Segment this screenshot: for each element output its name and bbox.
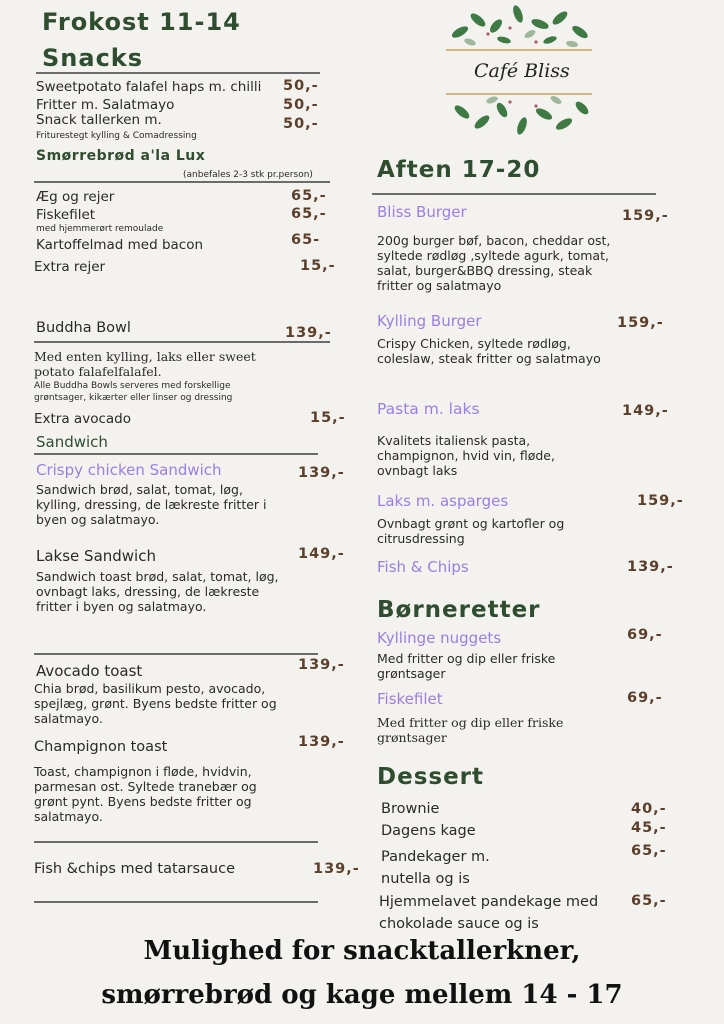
avocado-toast-price: 139,- [298, 657, 345, 673]
fish-chips-dinner-price: 139,- [627, 559, 674, 575]
crispy-sandwich-name: Crispy chicken Sandwich [36, 461, 222, 479]
laks-asparges-name: Laks m. asparges [377, 492, 509, 510]
divider [34, 841, 318, 843]
pasta-laks-name: Pasta m. laks [377, 400, 480, 418]
laks-asparges-desc: Ovnbagt grønt og kartofler og citrusdressing [377, 516, 565, 546]
smorrebrod-item-price: 65- [291, 232, 321, 248]
smorrebrod-item-price: 15,- [300, 258, 336, 274]
champignon-toast-name: Champignon toast [34, 739, 168, 755]
avocado-toast-desc: Chia brød, basilikum pesto, avocado, spejlæg, grønt. Byens bedste fritter og salatmayo. [34, 681, 277, 726]
smorrebrod-item-price: 65,- [291, 188, 327, 204]
dessert-item-name: Brownie [381, 801, 440, 817]
snack-note: Friturestegt kylling & Comadressing [36, 131, 197, 141]
cafe-logo-text: Café Bliss [474, 60, 570, 82]
dessert-item-price: 65,- [631, 843, 667, 859]
avocado-toast-name: Avocado toast [36, 662, 143, 680]
snacks-title: Snacks [42, 44, 144, 72]
smorrebrod-item-name: Extra rejer [34, 259, 106, 275]
divider [34, 901, 318, 903]
divider [34, 181, 330, 183]
cafe-logo [440, 2, 598, 142]
extra-avocado-price: 15,- [310, 410, 346, 426]
smorrebrod-item-price: 65,- [291, 206, 327, 222]
buddha-bowl-name: Buddha Bowl [36, 320, 131, 336]
dessert-item-price: 65,- [631, 893, 667, 909]
divider [34, 653, 318, 655]
champignon-toast-desc: Toast, champignon i fløde, hvidvin, parmesan ost. Syltede tranebær og grønt pynt. Byens bedste fritter og salatmayo. [34, 764, 257, 824]
fish-chips-lunch-price: 139,- [313, 861, 360, 877]
snack-item-price: 50,- [283, 78, 319, 94]
dessert-item-name: Pandekager m. nutella og is [381, 849, 490, 887]
kids-fiskefilet-price: 69,- [627, 690, 663, 706]
crispy-sandwich-desc: Sandwich brød, salat, tomat, løg, kylling, dressing, de lækreste fritter i byen og salatmayo. [36, 482, 267, 527]
lunch-title: Frokost 11-14 [42, 8, 241, 36]
divider [34, 453, 318, 455]
crispy-sandwich-price: 139,- [298, 465, 345, 481]
snack-item-price: 50,- [283, 116, 319, 132]
dessert-item-price: 45,- [631, 820, 667, 836]
extra-avocado-name: Extra avocado [34, 411, 131, 427]
champignon-toast-price: 139,- [298, 734, 345, 750]
nuggets-name: Kyllinge nuggets [377, 629, 502, 647]
smorrebrod-title: Smørrebrød a'la Lux [36, 148, 206, 164]
smorrebrod-item-name: Fiskefilet [36, 207, 96, 223]
dessert-item-name: Hjemmelavet pandekage med chokolade sauce og is [379, 894, 599, 932]
bliss-burger-name: Bliss Burger [377, 203, 467, 221]
smorrebrod-recommend: (anbefales 2-3 stk pr.person) [183, 170, 313, 180]
snack-item-name: Snack tallerken m. [36, 112, 162, 128]
smorrebrod-item-name: Kartoffelmad med bacon [36, 237, 204, 253]
bliss-burger-price: 159,- [622, 208, 669, 224]
kids-fiskefilet-desc: Med fritter og dip eller friske grøntsager [377, 715, 564, 745]
kids-fiskefilet-name: Fiskefilet [377, 690, 443, 708]
smorrebrod-item-name: Æg og rejer [36, 189, 115, 205]
divider [372, 193, 656, 195]
dessert-title: Dessert [377, 764, 485, 790]
buddha-bowl-desc: Med enten kylling, laks eller sweet potato falafelfalafel. [34, 349, 256, 379]
dinner-title: Aften 17-20 [377, 157, 541, 183]
dessert-item-price: 40,- [631, 801, 667, 817]
snack-item-name: Fritter m. Salatmayo [36, 97, 175, 113]
dessert-item-name: Dagens kage [381, 823, 476, 839]
pasta-laks-price: 149,- [622, 403, 669, 419]
lakse-sandwich-desc: Sandwich toast brød, salat, tomat, løg, ovnbagt laks, dressing, de lækreste fritter i byen og salatmayo. [36, 569, 279, 614]
divider [36, 72, 320, 74]
bliss-burger-desc: 200g burger bøf, bacon, cheddar ost, syltede rødløg ,syltede agurk, tomat, salat, burger&BBQ dressing, steak fritter og salatmayo [377, 233, 611, 293]
kids-title: Børneretter [377, 597, 541, 623]
kylling-burger-price: 159,- [617, 315, 664, 331]
kylling-burger-desc: Crispy Chicken, syltede rødløg, coleslaw, steak fritter og salatmayo [377, 336, 601, 366]
divider [34, 341, 330, 343]
nuggets-desc: Med fritter og dip eller friske grøntsager [377, 651, 556, 681]
snack-item-price: 50,- [283, 97, 319, 113]
nuggets-price: 69,- [627, 627, 663, 643]
lakse-sandwich-name: Lakse Sandwich [36, 547, 156, 565]
kylling-burger-name: Kylling Burger [377, 312, 482, 330]
footer-line-2: smørrebrød og kage mellem 14 - 17 [101, 980, 623, 1010]
pasta-laks-desc: Kvalitets italiensk pasta, champignon, hvid vin, fløde, ovnbagt laks [377, 433, 555, 478]
laks-asparges-price: 159,- [637, 493, 684, 509]
footer-line-1: Mulighed for snacktallerkner, [143, 936, 581, 966]
fish-chips-dinner-name: Fish & Chips [377, 558, 469, 576]
smorrebrod-item-note: med hjemmerørt remoulade [36, 224, 164, 234]
snack-item-name: Sweetpotato falafel haps m. chilli [36, 79, 262, 95]
fish-chips-lunch-name: Fish &chips med tatarsauce [34, 861, 236, 877]
sandwich-title: Sandwich [36, 433, 108, 451]
buddha-bowl-note: Alle Buddha Bowls serveres med forskellige grøntsager, kikærter eller linser og dressing [34, 381, 233, 403]
buddha-bowl-price: 139,- [285, 325, 332, 341]
lakse-sandwich-price: 149,- [298, 546, 345, 562]
